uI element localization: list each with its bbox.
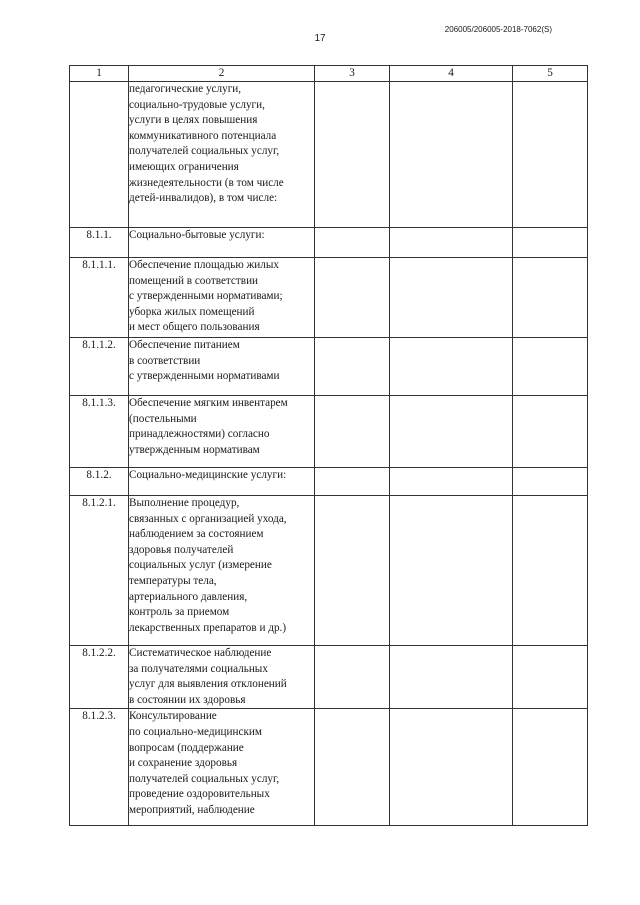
col-5-cell <box>513 709 588 826</box>
col-3-cell <box>315 258 390 338</box>
description-line: жизнедеятельности (в том числе <box>129 176 284 189</box>
col-4-cell <box>390 258 513 338</box>
col-4-cell <box>390 468 513 496</box>
description-line: мероприятий, наблюдение <box>129 803 255 816</box>
description-line: с утвержденными нормативами <box>129 370 280 383</box>
col-4-cell <box>390 338 513 396</box>
col-4-cell <box>390 82 513 228</box>
col-5-cell <box>513 496 588 646</box>
document-code: 206005/206005-2018-7062(S) <box>444 25 552 34</box>
item-number: 8.1.2.3. <box>70 709 129 826</box>
table-row <box>70 646 588 709</box>
service-description <box>129 496 315 646</box>
description-line: (постельными <box>129 412 197 425</box>
table-row <box>70 228 588 258</box>
description-line: Обеспечение питанием <box>129 339 240 351</box>
table-row <box>70 338 588 396</box>
description-line: Социально-бытовые услуги: <box>129 229 265 241</box>
description-line: социальных услуг (измерение <box>129 559 272 572</box>
table-row <box>70 468 588 496</box>
col-3-cell <box>315 468 390 496</box>
description-line: Систематическое наблюдение <box>129 647 272 659</box>
page-number: 17 <box>314 33 326 44</box>
description-line: проведение оздоровительных <box>129 788 270 801</box>
description-line: получателей социальных услуг, <box>129 772 280 785</box>
service-description <box>129 82 315 228</box>
item-number: 8.1.2.1. <box>70 496 129 646</box>
description-line: педагогические услуги, <box>129 83 242 95</box>
col-5-cell <box>513 228 588 258</box>
description-line: коммуникативного потенциала <box>129 129 277 142</box>
item-number: 8.1.1.2. <box>70 338 129 396</box>
description-line: и сохранение здоровья <box>129 757 238 770</box>
services-table <box>69 65 588 826</box>
col-4-cell <box>390 709 513 826</box>
description-line: уборка жилых помещений <box>129 305 255 318</box>
col-5-cell <box>513 396 588 468</box>
column-header-1: 1 <box>70 66 129 82</box>
description-line: за получателями социальных <box>129 662 268 675</box>
table-row <box>70 396 588 468</box>
description-line: принадлежностями) согласно <box>129 428 270 441</box>
col-3-cell <box>315 396 390 468</box>
description-line: Обеспечение мягким инвентарем <box>129 397 288 409</box>
description-line: в состоянии их здоровья <box>129 693 246 706</box>
description-line: Обеспечение площадью жилых <box>129 259 279 271</box>
description-line: связанных с организацией ухода, <box>129 512 287 525</box>
col-3-cell <box>315 709 390 826</box>
description-line: Социально-медицинские услуги: <box>129 469 287 481</box>
col-4-cell <box>390 646 513 709</box>
col-5-cell <box>513 82 588 228</box>
description-line: и мест общего пользования <box>129 321 260 334</box>
description-line: имеющих ограничения <box>129 160 239 173</box>
column-header-5: 5 <box>513 66 588 82</box>
col-4-cell <box>390 496 513 646</box>
service-description <box>129 468 315 496</box>
service-description <box>129 338 315 396</box>
service-description <box>129 258 315 338</box>
item-number: 8.1.1. <box>70 228 129 258</box>
description-line: в соответствии <box>129 354 201 367</box>
description-line: с утвержденными нормативами; <box>129 290 283 303</box>
description-line: контроль за приемом <box>129 606 230 619</box>
description-line: вопросам (поддержание <box>129 741 244 754</box>
description-line: социально-трудовые услуги, <box>129 98 265 111</box>
col-3-cell <box>315 82 390 228</box>
description-line: артериального давления, <box>129 590 248 603</box>
description-line: по социально-медицинским <box>129 725 262 738</box>
column-header-3: 3 <box>315 66 390 82</box>
description-line: помещений в соответствии <box>129 274 259 287</box>
col-5-cell <box>513 468 588 496</box>
service-description <box>129 228 315 258</box>
col-3-cell <box>315 646 390 709</box>
description-line: услуги в целях повышения <box>129 114 258 127</box>
col-3-cell <box>315 338 390 396</box>
col-5-cell <box>513 258 588 338</box>
description-line: Выполнение процедур, <box>129 497 240 509</box>
description-line: детей-инвалидов), в том числе: <box>129 192 278 205</box>
col-5-cell <box>513 646 588 709</box>
header-row <box>70 66 588 82</box>
description-line: температуры тела, <box>129 574 217 587</box>
service-description <box>129 646 315 709</box>
item-number: 8.1.2.2. <box>70 646 129 709</box>
item-number: 8.1.2. <box>70 468 129 496</box>
col-3-cell <box>315 228 390 258</box>
description-line: получателей социальных услуг, <box>129 145 280 158</box>
col-5-cell <box>513 338 588 396</box>
item-number: 8.1.1.1. <box>70 258 129 338</box>
service-description <box>129 709 315 826</box>
description-line: утвержденным нормативам <box>129 443 260 456</box>
description-line: наблюдением за состоянием <box>129 528 264 541</box>
description-line: лекарственных препаратов и др.) <box>129 621 287 634</box>
table-body <box>70 82 588 826</box>
description-line: Консультирование <box>129 710 217 723</box>
table-row <box>70 496 588 646</box>
col-4-cell <box>390 396 513 468</box>
col-4-cell <box>390 228 513 258</box>
service-description <box>129 396 315 468</box>
table-row <box>70 82 588 228</box>
description-line: здоровья получателей <box>129 543 234 556</box>
table-row <box>70 709 588 826</box>
table-row <box>70 258 588 338</box>
description-line: услуг для выявления отклонений <box>129 678 287 691</box>
column-header-2: 2 <box>129 66 315 82</box>
item-number: 8.1.1.3. <box>70 396 129 468</box>
column-header-4: 4 <box>390 66 513 82</box>
item-number <box>70 82 129 228</box>
col-3-cell <box>315 496 390 646</box>
